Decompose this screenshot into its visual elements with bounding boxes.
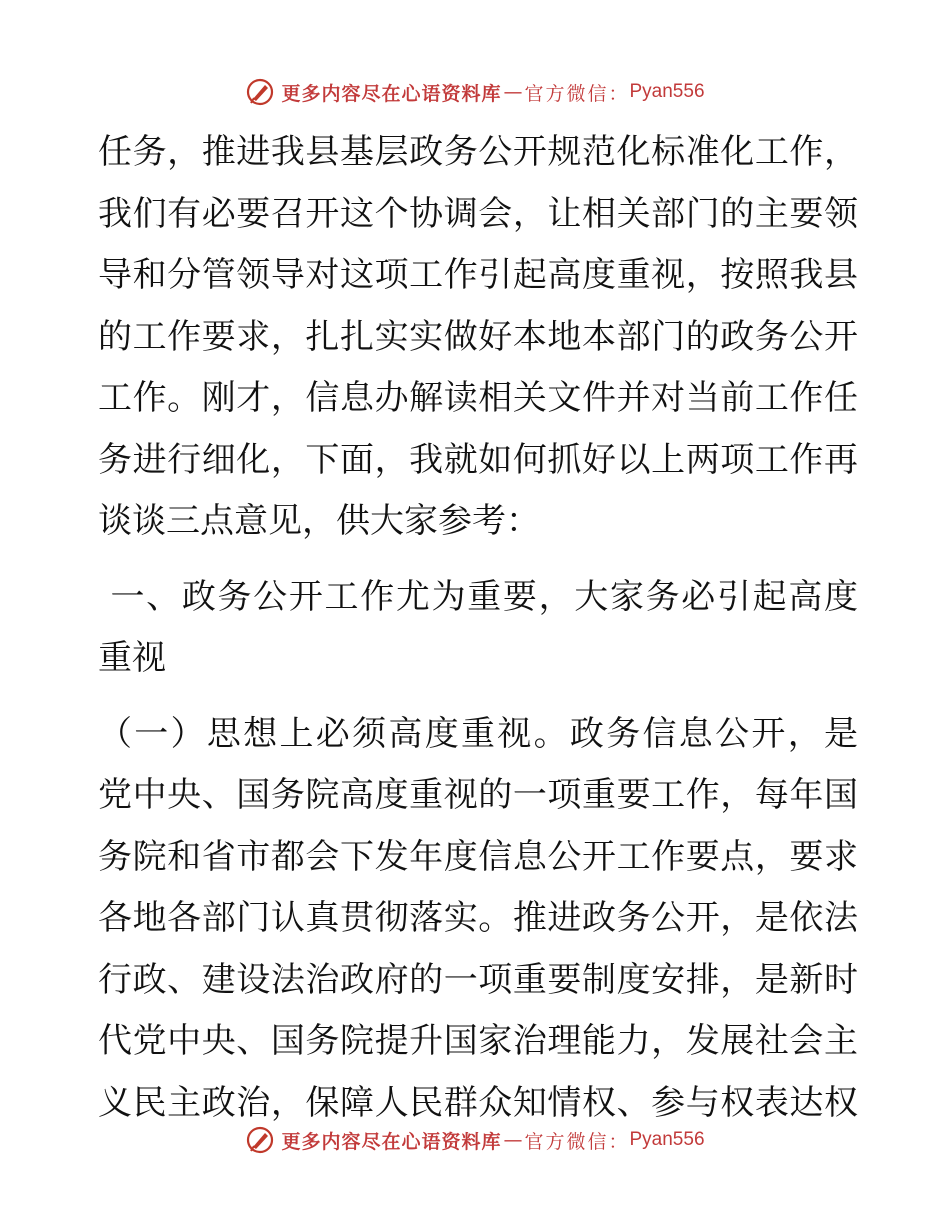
footer-watermark: [0, 1120, 950, 1160]
text-line: 导和分管领导对这项工作引起高度重视，按照我县: [98, 255, 858, 295]
text-line: 任务，推进我县基层政务公开规范化标准化工作，: [98, 132, 858, 172]
text-line: 我们有必要召开这个协调会，让相关部门的主要领: [98, 193, 858, 234]
watermark-dash: —: [503, 81, 523, 103]
paragraph-intro: [98, 122, 858, 553]
quill-logo-icon: [245, 77, 275, 107]
heading-line: 重视: [98, 638, 166, 678]
text-line: 代党中央、国务院提升国家治理能力，发展社会主: [98, 1021, 858, 1061]
text-line: 谈谈三点意见，供大家参考：: [98, 501, 540, 541]
section-heading: [98, 567, 858, 690]
text-line: 各地各部门认真贯彻落实。推进政务公开，是依法: [98, 898, 858, 938]
paragraph-subsection-1: [98, 704, 858, 1135]
text-line: 的工作要求，扎扎实实做好本地本部门的政务公开: [98, 316, 858, 357]
watermark-wechat-id: Pyan556: [629, 1129, 705, 1150]
heading-line: 一、政务公开工作尤为重要，大家务必引起高度: [98, 576, 858, 617]
text-line: 务院和省市都会下发年度信息公开工作要点，要求: [98, 836, 858, 877]
header-watermark: [0, 72, 950, 112]
watermark-wechat-id: Pyan556: [629, 81, 705, 102]
watermark-wechat-label: 官方微信：: [524, 1130, 630, 1153]
watermark-dash: —: [503, 1129, 523, 1151]
document-body: [98, 122, 858, 1134]
watermark-wechat-label: 官方微信：: [524, 82, 630, 105]
watermark-site: 更多内容尽在心语资料库: [281, 82, 502, 105]
text-line: 义民主政治，保障人民群众知情权、参与权表达权: [98, 1082, 858, 1123]
text-line: （一）思想上必须高度重视。政务信息公开，是: [98, 713, 858, 754]
text-line: 党中央、国务院高度重视的一项重要工作，每年国: [98, 775, 858, 815]
text-line: 工作。刚才，信息办解读相关文件并对当前工作任: [98, 378, 858, 418]
watermark-site: 更多内容尽在心语资料库: [281, 1130, 502, 1153]
quill-logo-icon: [245, 1125, 275, 1155]
text-line: 行政、建设法治政府的一项重要制度安排，是新时: [98, 959, 858, 1000]
text-line: 务进行细化，下面，我就如何抓好以上两项工作再: [98, 439, 858, 480]
